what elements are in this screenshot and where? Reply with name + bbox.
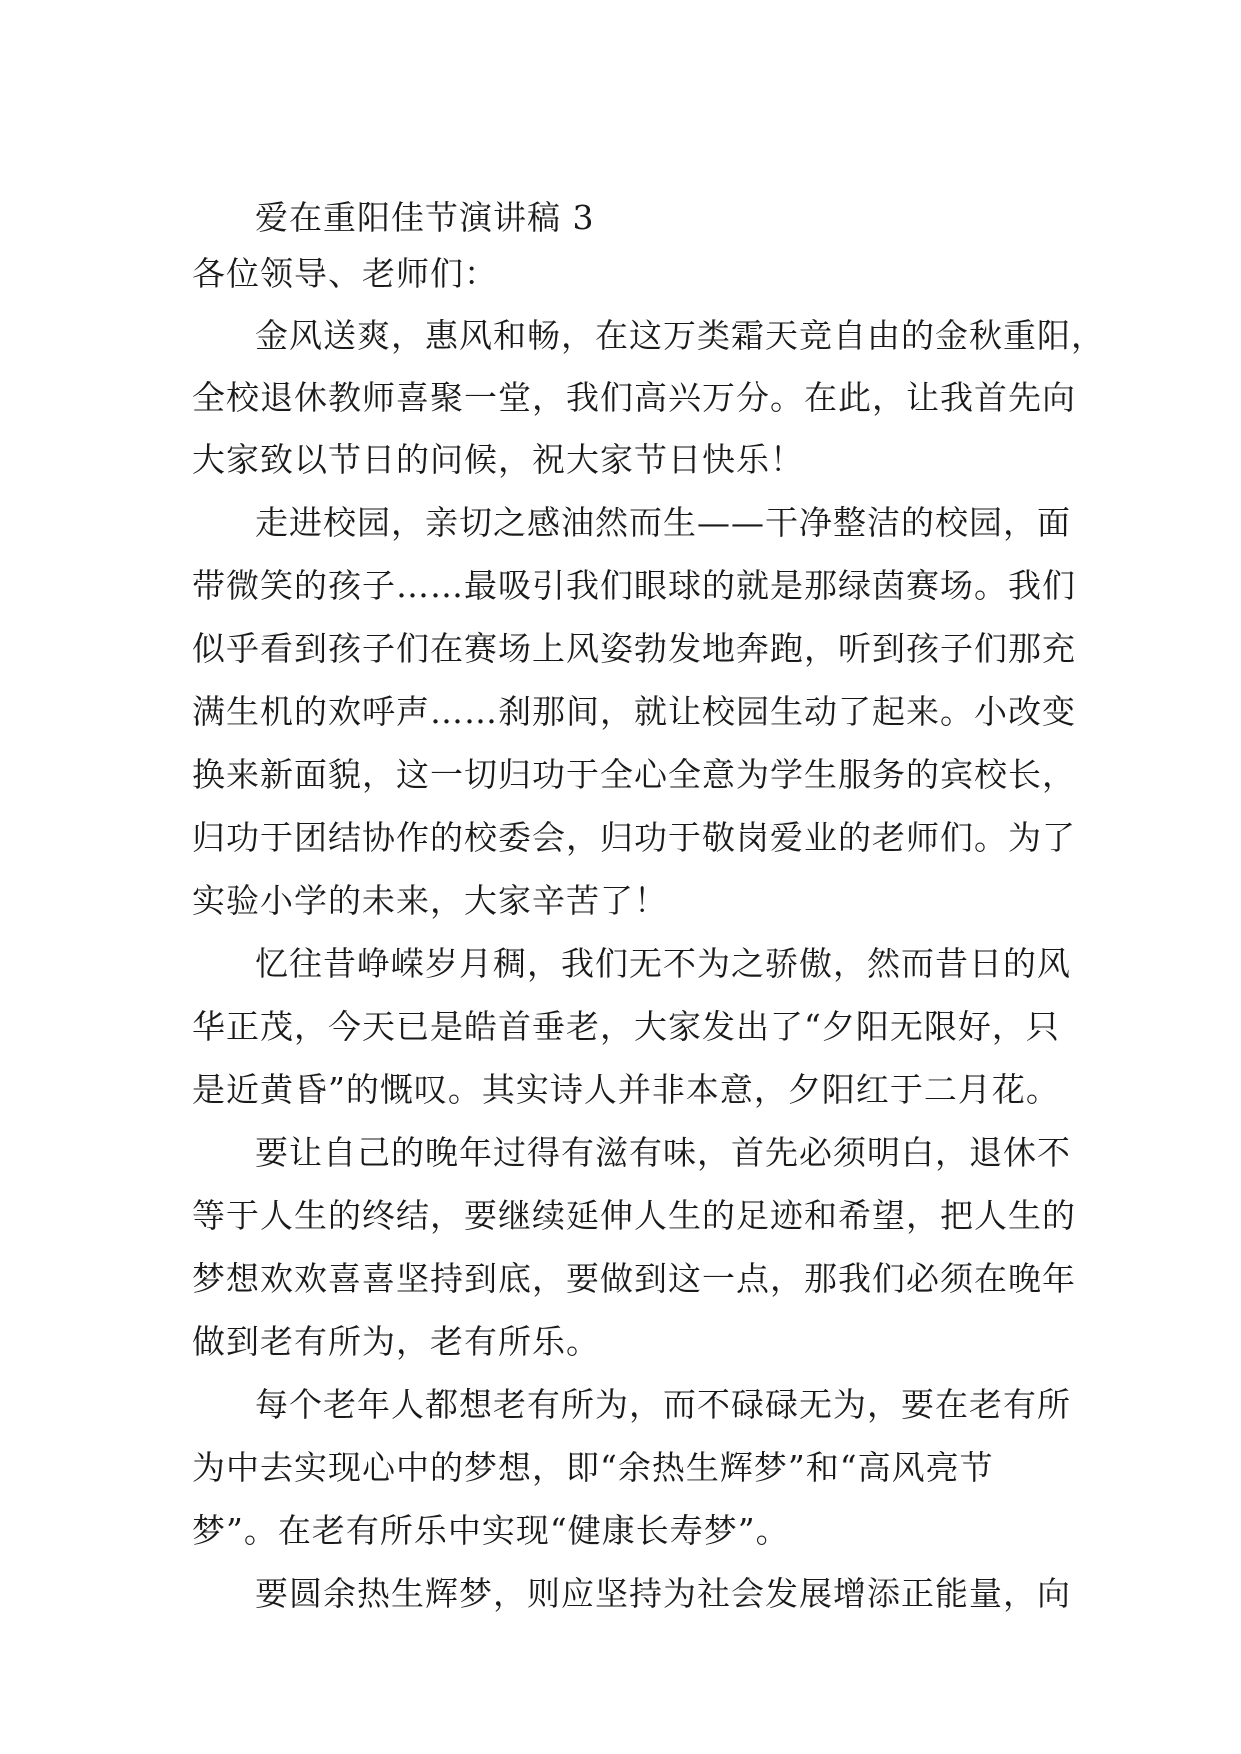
text-line: 实验小学的未来，大家辛苦了！: [192, 881, 668, 920]
text-line: 每个老年人都想老有所为，而不碌碌无为，要在老有所: [255, 1385, 1071, 1424]
text-line: 换来新面貌，这一切归功于全心全意为学生服务的宾校长，: [192, 755, 1076, 794]
text-line: 为中去实现心中的梦想，即“余热生辉梦”和“高风亮节: [192, 1448, 994, 1487]
text-line: 似乎看到孩子们在赛场上风姿勃发地奔跑，听到孩子们那充: [192, 629, 1076, 668]
text-line: 华正茂，今天已是皓首垂老，大家发出了“夕阳无限好，只: [192, 1007, 1060, 1046]
text-line: 做到老有所为，老有所乐。: [192, 1322, 600, 1361]
text-line: 是近黄昏”的慨叹。其实诗人并非本意，夕阳红于二月花。: [192, 1070, 1060, 1109]
text-line: 全校退休教师喜聚一堂，我们高兴万分。在此，让我首先向: [192, 378, 1076, 417]
text-line: 归功于团结协作的校委会，归功于敬岗爱业的老师们。为了: [192, 818, 1076, 857]
text-line: 要让自己的晚年过得有滋有味，首先必须明白，退休不: [255, 1133, 1071, 1172]
text-line: 等于人生的终结，要继续延伸人生的足迹和希望，把人生的: [192, 1196, 1076, 1235]
text-line: 走进校园，亲切之感油然而生——干净整洁的校园，面: [255, 503, 1071, 542]
text-line: 满生机的欢呼声……刹那间，就让校园生动了起来。小改变: [192, 692, 1076, 731]
text-line: 要圆余热生辉梦，则应坚持为社会发展增添正能量，向: [255, 1574, 1071, 1613]
text-line: 梦”。在老有所乐中实现“健康长寿梦”。: [192, 1511, 790, 1550]
document-title: 爱在重阳佳节演讲稿 3: [255, 198, 595, 237]
text-line: 大家致以节日的问候，祝大家节日快乐！: [192, 440, 804, 479]
text-line: 金风送爽，惠风和畅，在这万类霜天竞自由的金秋重阳，: [255, 316, 1105, 355]
text-line: 带微笑的孩子……最吸引我们眼球的就是那绿茵赛场。我们: [192, 566, 1076, 605]
salutation: 各位领导、老师们：: [192, 254, 498, 293]
text-line: 梦想欢欢喜喜坚持到底，要做到这一点，那我们必须在晚年: [192, 1259, 1076, 1298]
text-line: 忆往昔峥嵘岁月稠，我们无不为之骄傲，然而昔日的风: [255, 944, 1071, 983]
